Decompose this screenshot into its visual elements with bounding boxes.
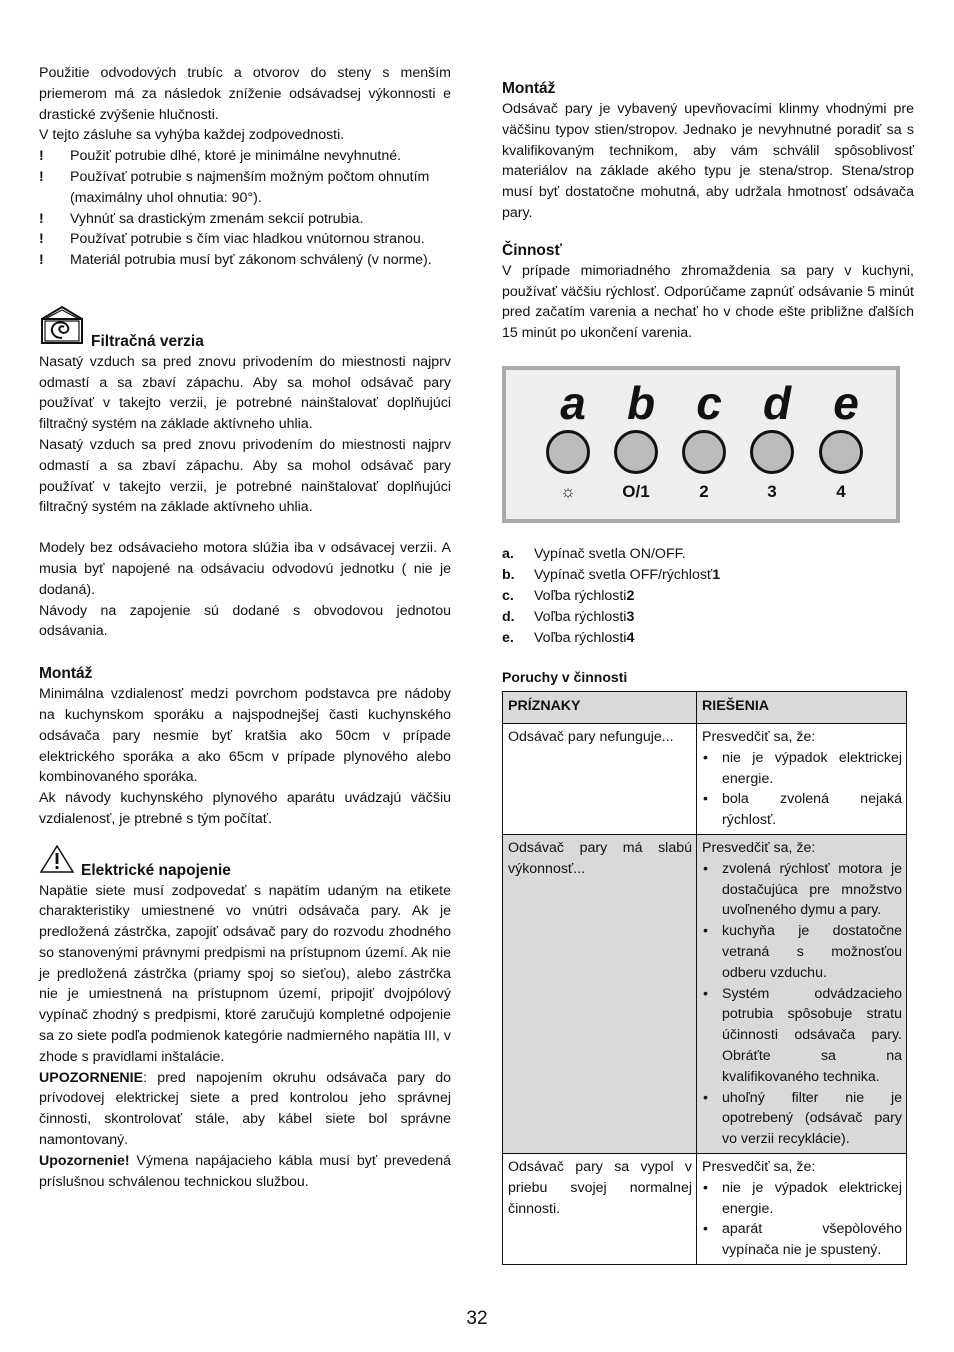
electric-connection-title: Elektrické napojenie — [81, 861, 231, 879]
column-header: RIEŠENIA — [697, 692, 907, 724]
left-column — [39, 63, 451, 1192]
table-row — [503, 724, 907, 835]
intro-disclaimer: V tejto zásluhe sa vyhýba každej zodpovednosti. — [39, 127, 345, 144]
list-item: • uhoľný filter nie je opotrebený (odsávač pary vo verzii recyklácie). — [703, 1089, 902, 1148]
speed2-button — [682, 430, 726, 474]
list-item: ! Vyhnúť sa drastickým zmenám sekcií potrubia. — [39, 210, 364, 227]
symptom-cell: Odsávač pary nefunguje... — [503, 724, 697, 835]
table-row — [503, 1153, 907, 1264]
solution-cell: Presvedčiť sa, že: • nie je výpadok elektrickej energie. • bola zvolená nejaká rýchlosť. — [697, 724, 907, 835]
list-item: ! Materiál potrubia musí byť zákonom schválený (v norme). — [39, 252, 432, 269]
column-header: PRÍZNAKY — [503, 692, 697, 724]
symptom-cell: Odsávač pary má slabú výkonnosť... — [503, 834, 697, 1153]
filter-version-title: Filtračná verzia — [91, 332, 204, 350]
intro-paragraph: Použitie odvodových trubíc a otvorov do steny s menším priemerom má za následok zníženie odsávadsej výkonnosti e drastické zvýšenie hlučnosti. — [39, 65, 451, 123]
mounting-paragraph: Minimálna vzdialenosť medzi povrchom podstavca pre nádoby na kuchynskom sporáku a najspodnejšej časti kuchynského odsávača pary nesmie byť kratšia ako 50cm v prípade elektrického sporáka a ako 65cm v prípade plynového alebo kombinovaného sporáka. — [39, 686, 451, 786]
filter-paragraph: Nasatý vzduch sa pred znovu privodením do miestnosti najprv odmastí a sa zbaví zápachu. Aby sa mohol odsávač pary používať v takejto verzii, je potrebné nainštalovať doplňujúci filtračný systém na základe aktívneho uhlia. — [39, 353, 451, 433]
list-item: b. Vypínač svetla OFF/rýchlosť 1 — [502, 567, 721, 583]
control-panel-diagram — [502, 366, 900, 523]
filter-paragraph: Návody na zapojenie sú dodané s obvodovou jednotou odsávania. — [39, 602, 451, 640]
button-letter-b: b — [626, 377, 656, 429]
button-letter-e: e — [833, 377, 859, 429]
mounting-title: Montáž — [502, 80, 556, 97]
light-button — [546, 430, 590, 474]
faults-table-title: Poruchy v činnosti — [502, 669, 628, 685]
warning-paragraph: UPOZORNENIE: pred napojením okruhu odsávača pary do prívodovej elektrickej siete a pred kontrolou jeho správnej činnosti, skontrolovať stále, aby kábel siete bol správne namontovaný. — [39, 1069, 451, 1149]
list-item: e. Voľba rýchlosti 4 — [502, 630, 635, 646]
list-item: ! Používať potrubie s čím viac hladkou vnútornou stranou. — [39, 231, 425, 248]
right-column — [502, 78, 914, 344]
table-header-row — [503, 692, 907, 724]
list-item: a. Vypínač svetla ON/OFF. — [502, 546, 686, 562]
speed4-button — [819, 430, 863, 474]
list-item: d. Voľba rýchlosti 3 — [502, 609, 635, 625]
operation-title: Činnosť — [502, 241, 562, 259]
operation-paragraph: V prípade mimoriadného zhromaždenia sa pary v kuchyni, používať väčšiu rýchlosť. Odporúčame zapnúť odsávanie 5 minút pred začatím varenia a nechať ho v chode ešte približne ďalších 15 minút po ukončení varenia. — [502, 262, 914, 342]
list-item: • nie je výpadok elektrickej energie. — [703, 1179, 902, 1217]
mounting-paragraph: Ak návody kuchynského plynového aparátu uvádzajú väčšiu vzdialenosť, je ptrebné s tým počítať. — [39, 790, 451, 827]
list-item: • Systém odvádzacieho potrubia spôsobuje stratu účinnosti odsávača pary. Obráťte sa na kvalifikovaného technika. — [703, 985, 902, 1085]
list-item: ! Použiť potrubie dlhé, ktoré je minimálne nevyhnutné. — [39, 148, 402, 165]
filter-paragraph: Modely bez odsávacieho motora slúžia iba v odsávacej verzii. A musia byť napojené na odsávaciu odvodovú jednotku ( nie je dodaná). — [39, 540, 451, 598]
list-item: • kuchyňa je dostatočne vetraná s možnosťou odberu vzduchu. — [703, 923, 902, 981]
mounting-title: Montáž — [39, 665, 93, 683]
filter-heading-row — [39, 305, 451, 352]
filter-paragraph: Nasatý vzduch sa pred znovu privodením do miestnosti najprv odmastí a sa zbaví zápachu. Aby sa mohol odsávač pary používať v takejto verzii, je potrebné nainštalovať doplňujúci filtračný systém na základe aktívneho uhlia. — [39, 436, 451, 516]
button-letter-a: a — [560, 377, 586, 429]
list-item: • aparát všepòlového vypínača nie je spustený. — [703, 1221, 902, 1259]
faults-table — [502, 691, 907, 1265]
solution-cell: Presvedčiť sa, že: • nie je výpadok elektrickej energie. • aparát všepòlového vypínača nie je spustený. — [697, 1153, 907, 1264]
symptom-cell: Odsávač pary sa vypol v priebu svojej normalnej činnosti. — [503, 1153, 697, 1264]
warning-label: UPOZORNENIE — [39, 1069, 144, 1086]
list-item: c. Voľba rýchlosti 2 — [502, 588, 635, 604]
table-row — [503, 834, 907, 1153]
warning-paragraph: Upozornenie! Výmena napájacieho kábla musí byť prevedená príslušnou schválenou technickou službou. — [39, 1152, 451, 1190]
mounting-paragraph: Odsávač pary je vybavený upevňovacími klinmy vhodnými pre väčšinu typov stien/stropov. Jednako je nevyhnutné poradiť sa s kvalifikovaným technikom, aby vám schválil spôsoblivosť materiálov na základe akého typu je stena/strop. Stena/strop musí byť dostatočne mohutná, aby udržala hmotnosť odsávača pary. — [502, 101, 914, 221]
recirculation-house-icon — [39, 305, 85, 352]
button-legend — [502, 544, 922, 649]
light-bulb-icon: ☼ — [560, 482, 576, 501]
button-label: 3 — [767, 482, 777, 501]
button-label: 2 — [699, 482, 709, 501]
off-speed1-button — [614, 430, 658, 474]
page-number: 32 — [466, 1308, 488, 1329]
list-item: • nie je výpadok elektrickej energie. — [703, 749, 902, 787]
button-letter-d: d — [762, 377, 792, 429]
solution-cell: Presvedčiť sa, že: • zvolená rýchlosť motora je dostačujúca pre množstvo uvoľneného dymu a pary. • kuchyňa je dostatočne vetraná s možnosťou odberu vzduchu. • Systém odvádzacieho potrubia spôsobuje stratu účinnosti odsávača pary. Obráťte sa na kvalifikovaného technika. • uhoľný filter nie je opotrebený (odsávač pary vo verzii recyklácie). — [697, 834, 907, 1153]
button-label: 4 — [836, 482, 846, 501]
button-label: O/1 — [622, 482, 650, 501]
warning-label: Upozornenie! — [39, 1152, 130, 1169]
list-item: • bola zvolená nejaká rýchlosť. — [703, 791, 902, 829]
speed3-button — [750, 430, 794, 474]
list-item: ! Používať potrubie s najmenším možným počtom ohnutím (maximálny uhol ohnutia: 90°). — [39, 168, 430, 206]
button-letter-c: c — [696, 377, 722, 429]
warning-triangle-icon — [39, 844, 75, 881]
list-item: • zvolená rýchlosť motora je dostačujúca pre množstvo uvoľneného dymu a pary. — [703, 860, 902, 919]
electric-heading-row — [39, 844, 451, 881]
electric-paragraph: Napätie siete musí zodpovedať s napätím udaným na etikete charakteristiky umiestnené vo vnútri odsávača pary. Ak je predložená zástrčka, zapojiť odsávač pary do rozvodu zhodného so stanovenými právnymi predpismi na prístupnom území. Ak nie je predložená zástrčka (priamy spoj so sieťou), alebo zástrčka nie je umiestnená na prístupnom území, pripojiť dvojpólový vypínač zhodný s predpismi, ktoré zaručujú kompletné odpojenie sa zo siete podľa podmienok kategórie nadmierného napätia III, v zhode s pravidlami inštalácie. — [39, 882, 451, 1065]
